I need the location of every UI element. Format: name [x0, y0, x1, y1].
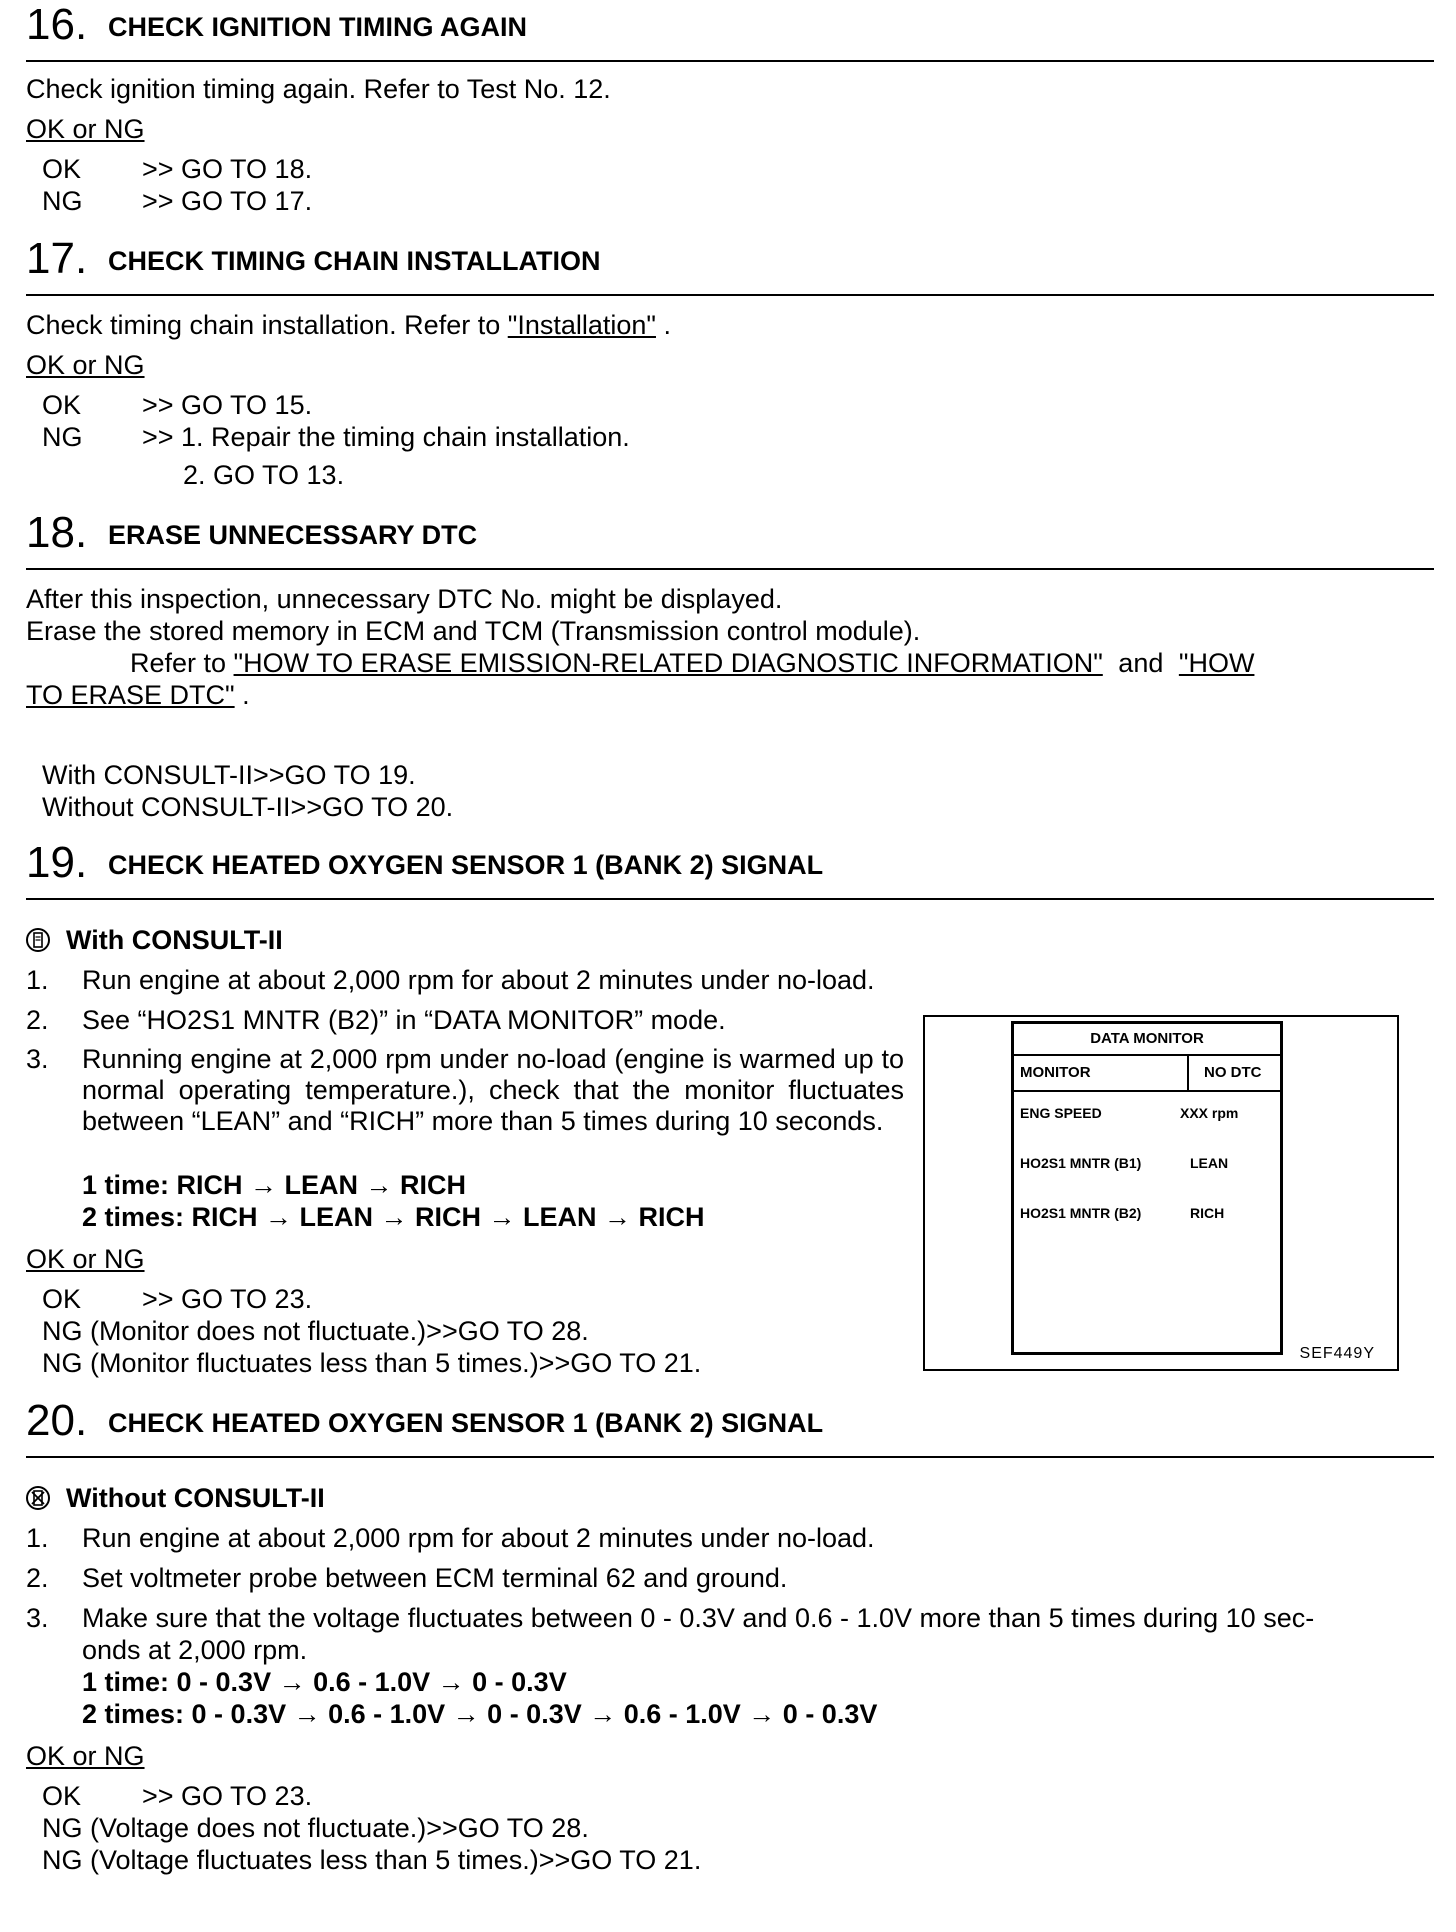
no-tools-glyph: [28, 1488, 48, 1508]
step-number: 18.: [26, 508, 88, 557]
with-consult-subhead: [26, 925, 283, 955]
ng-action-step2: 2. GO TO 13.: [183, 460, 345, 490]
step-16-instruction: Check ignition timing again. Refer to Test No. 12.: [26, 74, 611, 104]
and-text: and: [1110, 648, 1171, 678]
consult-tester-glyph: [28, 930, 48, 950]
instruction-end: .: [655, 310, 671, 340]
step-title: ERASE UNNECESSARY DTC: [108, 520, 478, 550]
monitor-item-label: ENG SPEED: [1020, 1105, 1102, 1121]
ok-action: >> GO TO 23.: [142, 1781, 313, 1811]
list-item: Set voltmeter probe between ECM terminal 62 and ground.: [82, 1563, 788, 1593]
ok-or-ng-label: OK or NG: [26, 350, 145, 380]
step-18-refer: [130, 648, 1254, 678]
list-number: 1.: [26, 1523, 49, 1553]
step-17-header: [26, 234, 1434, 296]
list-item: Running engine at 2,000 rpm under no-load (engine is warmed up to normal operating temperature.), check that the monitor fluctuates between “LEAN” and “RICH” more than 5 times during 10 seconds.: [82, 1044, 904, 1136]
monitor-item-label: HO2S1 MNTR (B2): [1020, 1205, 1142, 1221]
dtc-status: NO DTC: [1204, 1064, 1262, 1081]
step-18-header: [26, 508, 1434, 570]
figure-id: SEF449Y: [1299, 1345, 1375, 1362]
subhead-text: With CONSULT-II: [66, 925, 283, 955]
subhead-text: Without CONSULT-II: [66, 1483, 325, 1513]
step-number: 16.: [26, 0, 88, 49]
monitor-column-label: MONITOR: [1020, 1064, 1091, 1081]
sequence-2-times: 2 times: 0 - 0.3V → 0.6 - 1.0V → 0 - 0.3V → 0.6 - 1.0V → 0 - 0.3V: [82, 1699, 878, 1729]
step-17-instruction: [26, 310, 671, 340]
erase-dtc-link-part2[interactable]: TO ERASE DTC": [26, 680, 235, 710]
without-consult-subhead: [26, 1483, 325, 1513]
ok-or-ng-label: OK or NG: [26, 114, 145, 144]
step-18-refer-cont: [26, 680, 250, 710]
ng-result-2: NG (Monitor fluctuates less than 5 times.)>>GO TO 21.: [42, 1348, 702, 1378]
ng-label: NG: [42, 186, 83, 216]
list-item: Run engine at about 2,000 rpm for about 2 minutes under no-load.: [82, 1523, 875, 1553]
header-divider: [1187, 1056, 1189, 1090]
data-monitor-figure: [923, 1015, 1399, 1371]
refer-end: .: [234, 680, 250, 710]
list-number: 1.: [26, 965, 49, 995]
with-consult-branch: With CONSULT-II>>GO TO 19.: [42, 760, 416, 790]
ok-label: OK: [42, 1284, 82, 1314]
monitor-item-value: LEAN: [1190, 1155, 1229, 1171]
step-number: 19.: [26, 838, 88, 887]
list-number: 2.: [26, 1005, 49, 1035]
erase-emission-info-link[interactable]: "HOW TO ERASE EMISSION-RELATED DIAGNOSTIC INFORMATION": [233, 648, 1103, 678]
ok-or-ng-label: OK or NG: [26, 1741, 145, 1771]
step-number: 20.: [26, 1396, 88, 1445]
ok-label: OK: [42, 154, 82, 184]
step-18-line-1: After this inspection, unnecessary DTC No. might be displayed.: [26, 584, 783, 614]
step-20-header: [26, 1396, 1434, 1458]
data-monitor-screen: [1011, 1021, 1283, 1355]
ng-result-1: NG (Monitor does not fluctuate.)>>GO TO 28.: [42, 1316, 589, 1346]
without-consult-branch: Without CONSULT-II>>GO TO 20.: [42, 792, 454, 822]
step-title: CHECK HEATED OXYGEN SENSOR 1 (BANK 2) SIGNAL: [108, 1408, 824, 1438]
ng-action: >> GO TO 17.: [142, 186, 313, 216]
sequence-2-times: 2 times: RICH → LEAN → RICH → LEAN → RICH: [82, 1202, 705, 1232]
sequence-1-time: 1 time: 0 - 0.3V → 0.6 - 1.0V → 0 - 0.3V: [82, 1667, 567, 1697]
list-item-cont: onds at 2,000 rpm.: [82, 1635, 308, 1665]
sequence-1-time: 1 time: RICH → LEAN → RICH: [82, 1170, 467, 1200]
step-title: CHECK TIMING CHAIN INSTALLATION: [108, 246, 601, 276]
list-number: 2.: [26, 1563, 49, 1593]
ng-result-2: NG (Voltage fluctuates less than 5 times.)>>GO TO 21.: [42, 1845, 702, 1875]
list-number: 3.: [26, 1044, 49, 1074]
step-18-line-2: Erase the stored memory in ECM and TCM (Transmission control module).: [26, 616, 921, 646]
monitor-item-value: RICH: [1190, 1205, 1225, 1221]
step-title: CHECK IGNITION TIMING AGAIN: [108, 12, 527, 42]
step-number: 17.: [26, 234, 88, 283]
list-item: See “HO2S1 MNTR (B2)” in “DATA MONITOR” mode.: [82, 1005, 726, 1035]
ok-label: OK: [42, 390, 82, 420]
list-item: Make sure that the voltage fluctuates between 0 - 0.3V and 0.6 - 1.0V more than 5 times during 10 sec-: [82, 1603, 1315, 1633]
monitor-item-label: HO2S1 MNTR (B1): [1020, 1155, 1142, 1171]
ok-action: >> GO TO 18.: [142, 154, 313, 184]
ng-result-1: NG (Voltage does not fluctuate.)>>GO TO 28.: [42, 1813, 589, 1843]
installation-link[interactable]: "Installation": [507, 310, 656, 340]
instruction-text: Check timing chain installation. Refer to: [26, 310, 508, 340]
step-16-header: [26, 0, 1434, 62]
ng-action: >> 1. Repair the timing chain installation.: [142, 422, 630, 452]
no-tools-icon: [26, 1486, 50, 1510]
ng-label: NG: [42, 422, 83, 452]
refer-text: Refer to: [130, 648, 234, 678]
erase-dtc-link-part1[interactable]: "HOW: [1178, 648, 1255, 678]
monitor-item-value: XXX rpm: [1180, 1105, 1239, 1121]
list-number: 3.: [26, 1603, 49, 1633]
step-title: CHECK HEATED OXYGEN SENSOR 1 (BANK 2) SIGNAL: [108, 850, 824, 880]
monitor-header-row: [1014, 1056, 1280, 1092]
ok-action: >> GO TO 15.: [142, 390, 313, 420]
ok-label: OK: [42, 1781, 82, 1811]
ok-or-ng-label: OK or NG: [26, 1244, 145, 1274]
ok-action: >> GO TO 23.: [142, 1284, 313, 1314]
list-item: Run engine at about 2,000 rpm for about 2 minutes under no-load.: [82, 965, 875, 995]
step-19-header: [26, 838, 1434, 900]
monitor-title: DATA MONITOR: [1014, 1024, 1280, 1056]
consult-tester-icon: [26, 928, 50, 952]
